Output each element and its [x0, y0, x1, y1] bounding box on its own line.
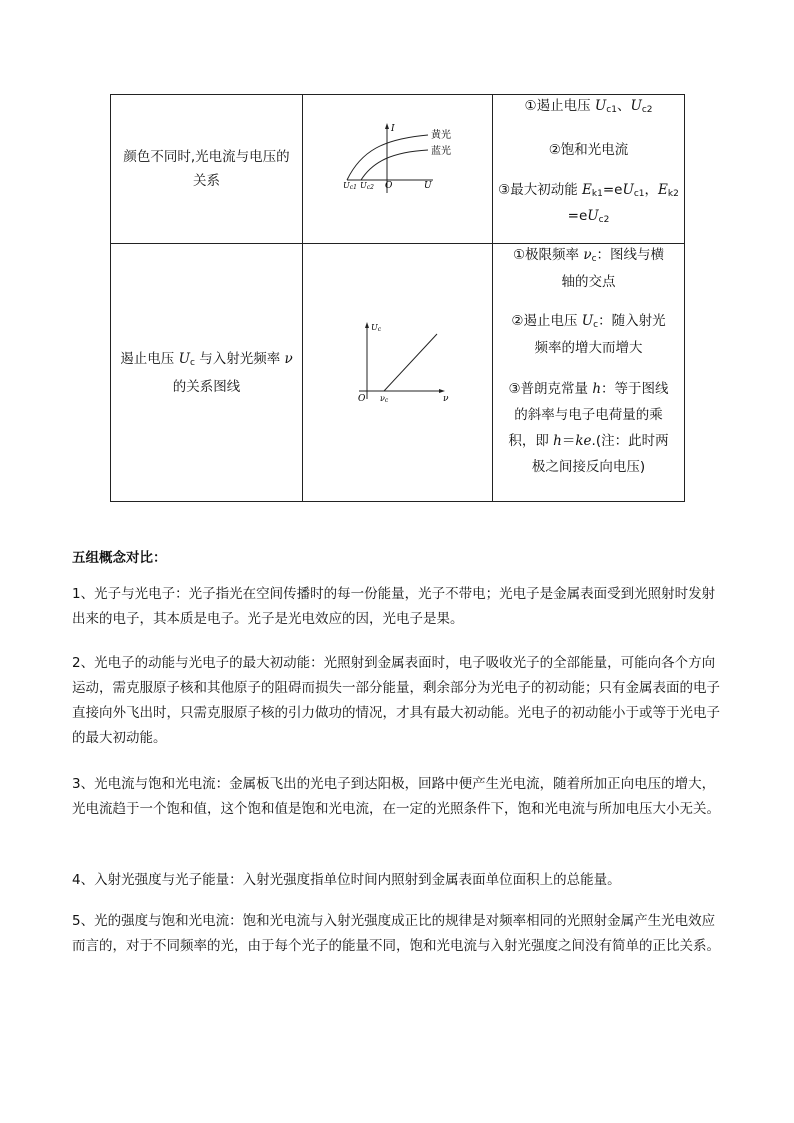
- yellow-label: 黄光: [431, 130, 451, 141]
- paragraph-2: 2、光电子的动能与光电子的最大初动能：光照射到金属表面时，电子吸收光子的全部能量，可能向各个方向运动，需克服原子核和其他原子的阻碍而损失一部分能量，剩余部分为光电子的初动能；只有金属表面的电子直接向外飞出时，只需克服原子核的引力做功的情况，才具有最大初动能。光电子的初动能小于或等于光电子的最大初动能。: [72, 655, 720, 746]
- current-voltage-graph: [303, 95, 492, 243]
- y-axis-label: I: [391, 124, 395, 134]
- paragraph-4: 4、入射光强度与光子能量：入射光强度指单位时间内照射到金属表面单位面积上的总能量。: [72, 872, 621, 888]
- blue-label: 蓝光: [431, 146, 451, 157]
- row1-label-text: 颜色不同时,光电流与电压的关系: [123, 149, 290, 189]
- paragraph-3: 3、光电流与饱和光电流：金属板飞出的光电子到达阳极，回路中便产生光电流，随着所加正向电压的增大，光电流趋于一个饱和值，这个饱和值是饱和光电流，在一定的光照条件下，饱和光电流与所加电压大小无关。: [72, 776, 720, 817]
- row2-label: [111, 244, 302, 502]
- origin-label: O: [358, 394, 366, 404]
- y-axis-label: Uc: [371, 323, 382, 333]
- y-axis-arrow: [385, 123, 389, 129]
- row1-label: [111, 95, 302, 243]
- row2-note-3: ③普朗克常量 h：等于图线的斜率与电子电荷量的乘积，即 h＝ke.(注：此时两极之间接反向电压): [508, 381, 669, 475]
- row1-note-3: ③最大初动能 $E_{k1}=eU_{c1}$，$E_{k2}$ $=eU_{c2}$: [498, 182, 679, 225]
- row1-notes: [493, 95, 684, 243]
- y-axis-arrow: [365, 322, 369, 328]
- section-heading: 五组概念对比：: [72, 550, 167, 566]
- paragraph-5: 5、光的强度与饱和光电流：饱和光电流与入射光强度成正比的规律是对频率相同的光照射金属产生光电效应而言的，对于不同频率的光，由于每个光子的能量不同，饱和光电流与入射光强度之间没有简单的正比关系。: [72, 913, 720, 954]
- row2-label-text: 遏止电压 $U_c$ 与入射光频率 ν 的关系图线: [120, 351, 293, 395]
- row2-graph: [303, 244, 492, 502]
- row2-notes: [493, 244, 684, 502]
- uc2-label: Uc2: [360, 181, 374, 191]
- blue-light-curve: [361, 150, 428, 180]
- stopping-voltage-frequency-graph: [303, 244, 492, 502]
- uc1-label: Uc1: [343, 181, 357, 191]
- row1-graph: [303, 95, 492, 243]
- x-axis-label: ν: [443, 394, 449, 404]
- paragraph-1: 1、光子与光电子：光子指光在空间传播时的每一份能量，光子不带电；光电子是金属表面受到光照射时发射出来的电子，其本质是电子。光子是光电效应的因，光电子是果。: [72, 586, 716, 627]
- row1-note-2: ②饱和光电流: [548, 142, 629, 158]
- x-axis-arrow: [439, 389, 445, 393]
- row2-note-2: ②遏止电压 $U_c$：随入射光频率的增大而增大: [511, 313, 666, 356]
- comparison-table: [110, 94, 685, 502]
- nu-c-label: νc: [380, 394, 389, 404]
- row2-note-1: ①极限频率 $\nu_c$：图线与横轴的交点: [512, 247, 665, 290]
- uc-nu-line: [384, 334, 437, 391]
- x-axis-label: U: [424, 181, 432, 191]
- row1-note-1: ①遏止电压 $U_{c1}$、$U_{c2}$: [524, 98, 653, 115]
- origin-label: O: [385, 181, 393, 191]
